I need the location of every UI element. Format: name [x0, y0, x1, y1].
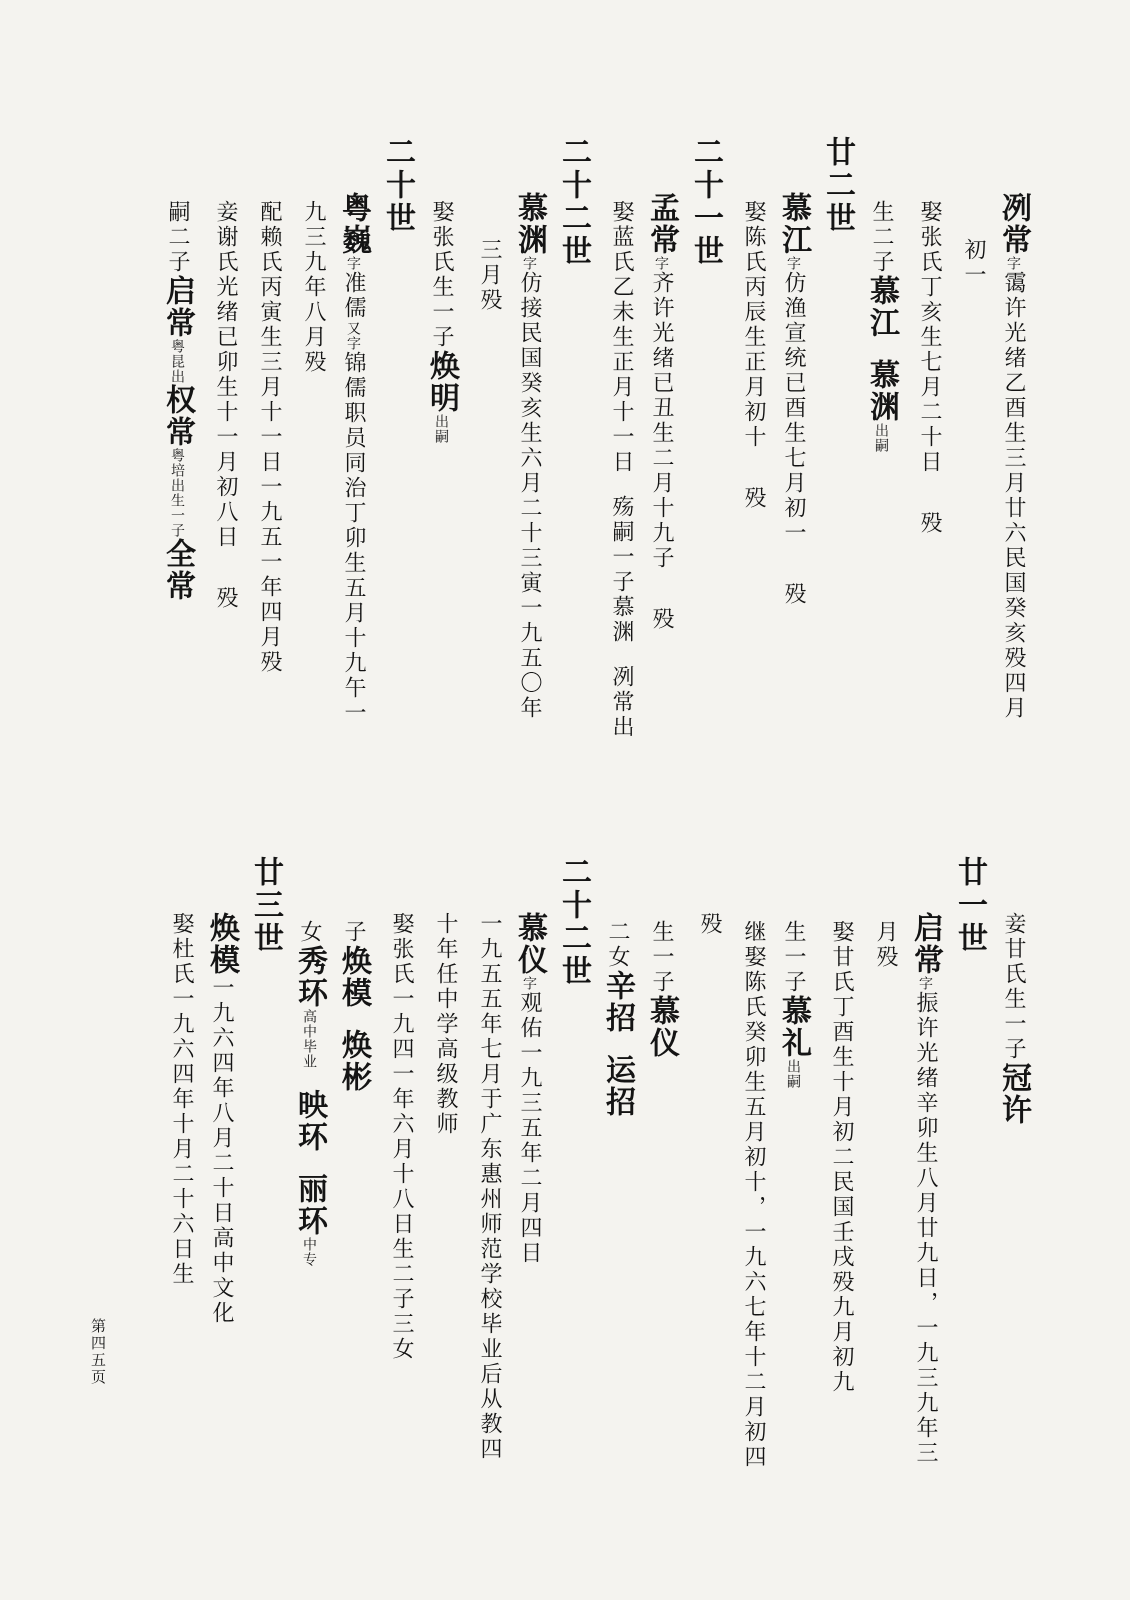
entry-yuewei: 粤巍字准儒又字锦儒职员同治丁卯生五月十九午一 — [336, 192, 371, 726]
text-column: 九三九年八月殁 — [301, 200, 326, 375]
text-column: 娶张氏生一子焕明出嗣 — [424, 200, 459, 444]
text-column: 嗣二子启常粤昆出权常粤培出生一子全常 — [160, 200, 195, 602]
text-column: 殁 — [697, 912, 722, 937]
entry-muyuan: 慕渊字仿接民国癸亥生六月二十三寅一九五〇年 — [512, 192, 547, 721]
text-column: 女秀环高中毕业映环丽环中专 — [292, 920, 327, 1267]
text-column: 继娶陈氏癸卯生五月初十，一九六七年十二月初四 — [741, 920, 766, 1470]
page-number: 第四五页 — [89, 1318, 107, 1386]
generation-heading: 二十世 — [380, 136, 415, 235]
entry-muyi: 慕仪字观佑一九三五年二月四日 — [512, 912, 547, 1266]
entry-mengchang: 孟常字齐许光绪已丑生二月十九子殁 — [644, 192, 679, 632]
generation-heading: 廿一世 — [952, 856, 987, 955]
text-column: 生一子慕仪 — [644, 920, 679, 1059]
text-column: 娶张氏丁亥生七月二十日殁 — [917, 200, 942, 536]
text-column: 生二子慕江慕渊出嗣 — [864, 200, 899, 453]
text-column: 十年任中学高级教师 — [433, 912, 458, 1137]
text-column: 娶陈氏丙辰生正月初十殁 — [741, 200, 766, 511]
entry-mujiang: 慕江字仿渔宣统已酉生七月初一殁 — [776, 192, 811, 607]
bottom-section — [148, 856, 1031, 1470]
text-column: 娶甘氏丁酉生十月初二民国壬戌殁九月初九 — [829, 920, 854, 1395]
text-column: 妾甘氏生一子冠许 — [996, 912, 1031, 1126]
text-column: 子焕模焕彬 — [336, 920, 371, 1093]
text-column: 妾谢氏光绪已卯生十一月初八日殁 — [213, 200, 238, 611]
generation-heading: 二十二世 — [556, 856, 591, 988]
text-column: 三月殁 — [477, 238, 502, 313]
generation-heading: 廿三世 — [248, 856, 283, 955]
generation-heading: 二十二世 — [556, 136, 591, 268]
text-column: 娶张氏一九四一年六月十八日生二子三女 — [389, 912, 414, 1362]
text-column: 初一 — [961, 238, 986, 288]
person-name: 冽常 — [996, 192, 1031, 256]
text-column: 娶蓝氏乙未生正月十一日殇嗣一子慕渊冽常出 — [609, 200, 634, 740]
entry-qichang: 启常字振许光绪辛卯生八月廿九日，一九三九年三 — [908, 912, 943, 1466]
text-column: 月殁 — [873, 920, 898, 970]
entry-liechang: 冽常字霭许光绪乙酉生三月廿六民国癸亥殁四月 — [996, 192, 1031, 721]
top-section — [148, 136, 1031, 740]
generation-heading: 二十一世 — [688, 136, 723, 268]
generation-heading: 廿二世 — [820, 136, 855, 235]
text-column: 二女辛招运招 — [600, 920, 635, 1118]
text-column: 生一子慕礼出嗣 — [776, 920, 811, 1089]
text-column: 配赖氏丙寅生三月十一日一九五一年四月殁 — [257, 200, 282, 675]
text-column: 娶杜氏一九六四年十月二十六日生 — [169, 912, 194, 1287]
entry-huanmo: 焕模一九六四年八月二十日高中文化 — [204, 912, 239, 1326]
text-column: 一九五五年七月于广东惠州师范学校毕业后从教四 — [477, 912, 502, 1462]
